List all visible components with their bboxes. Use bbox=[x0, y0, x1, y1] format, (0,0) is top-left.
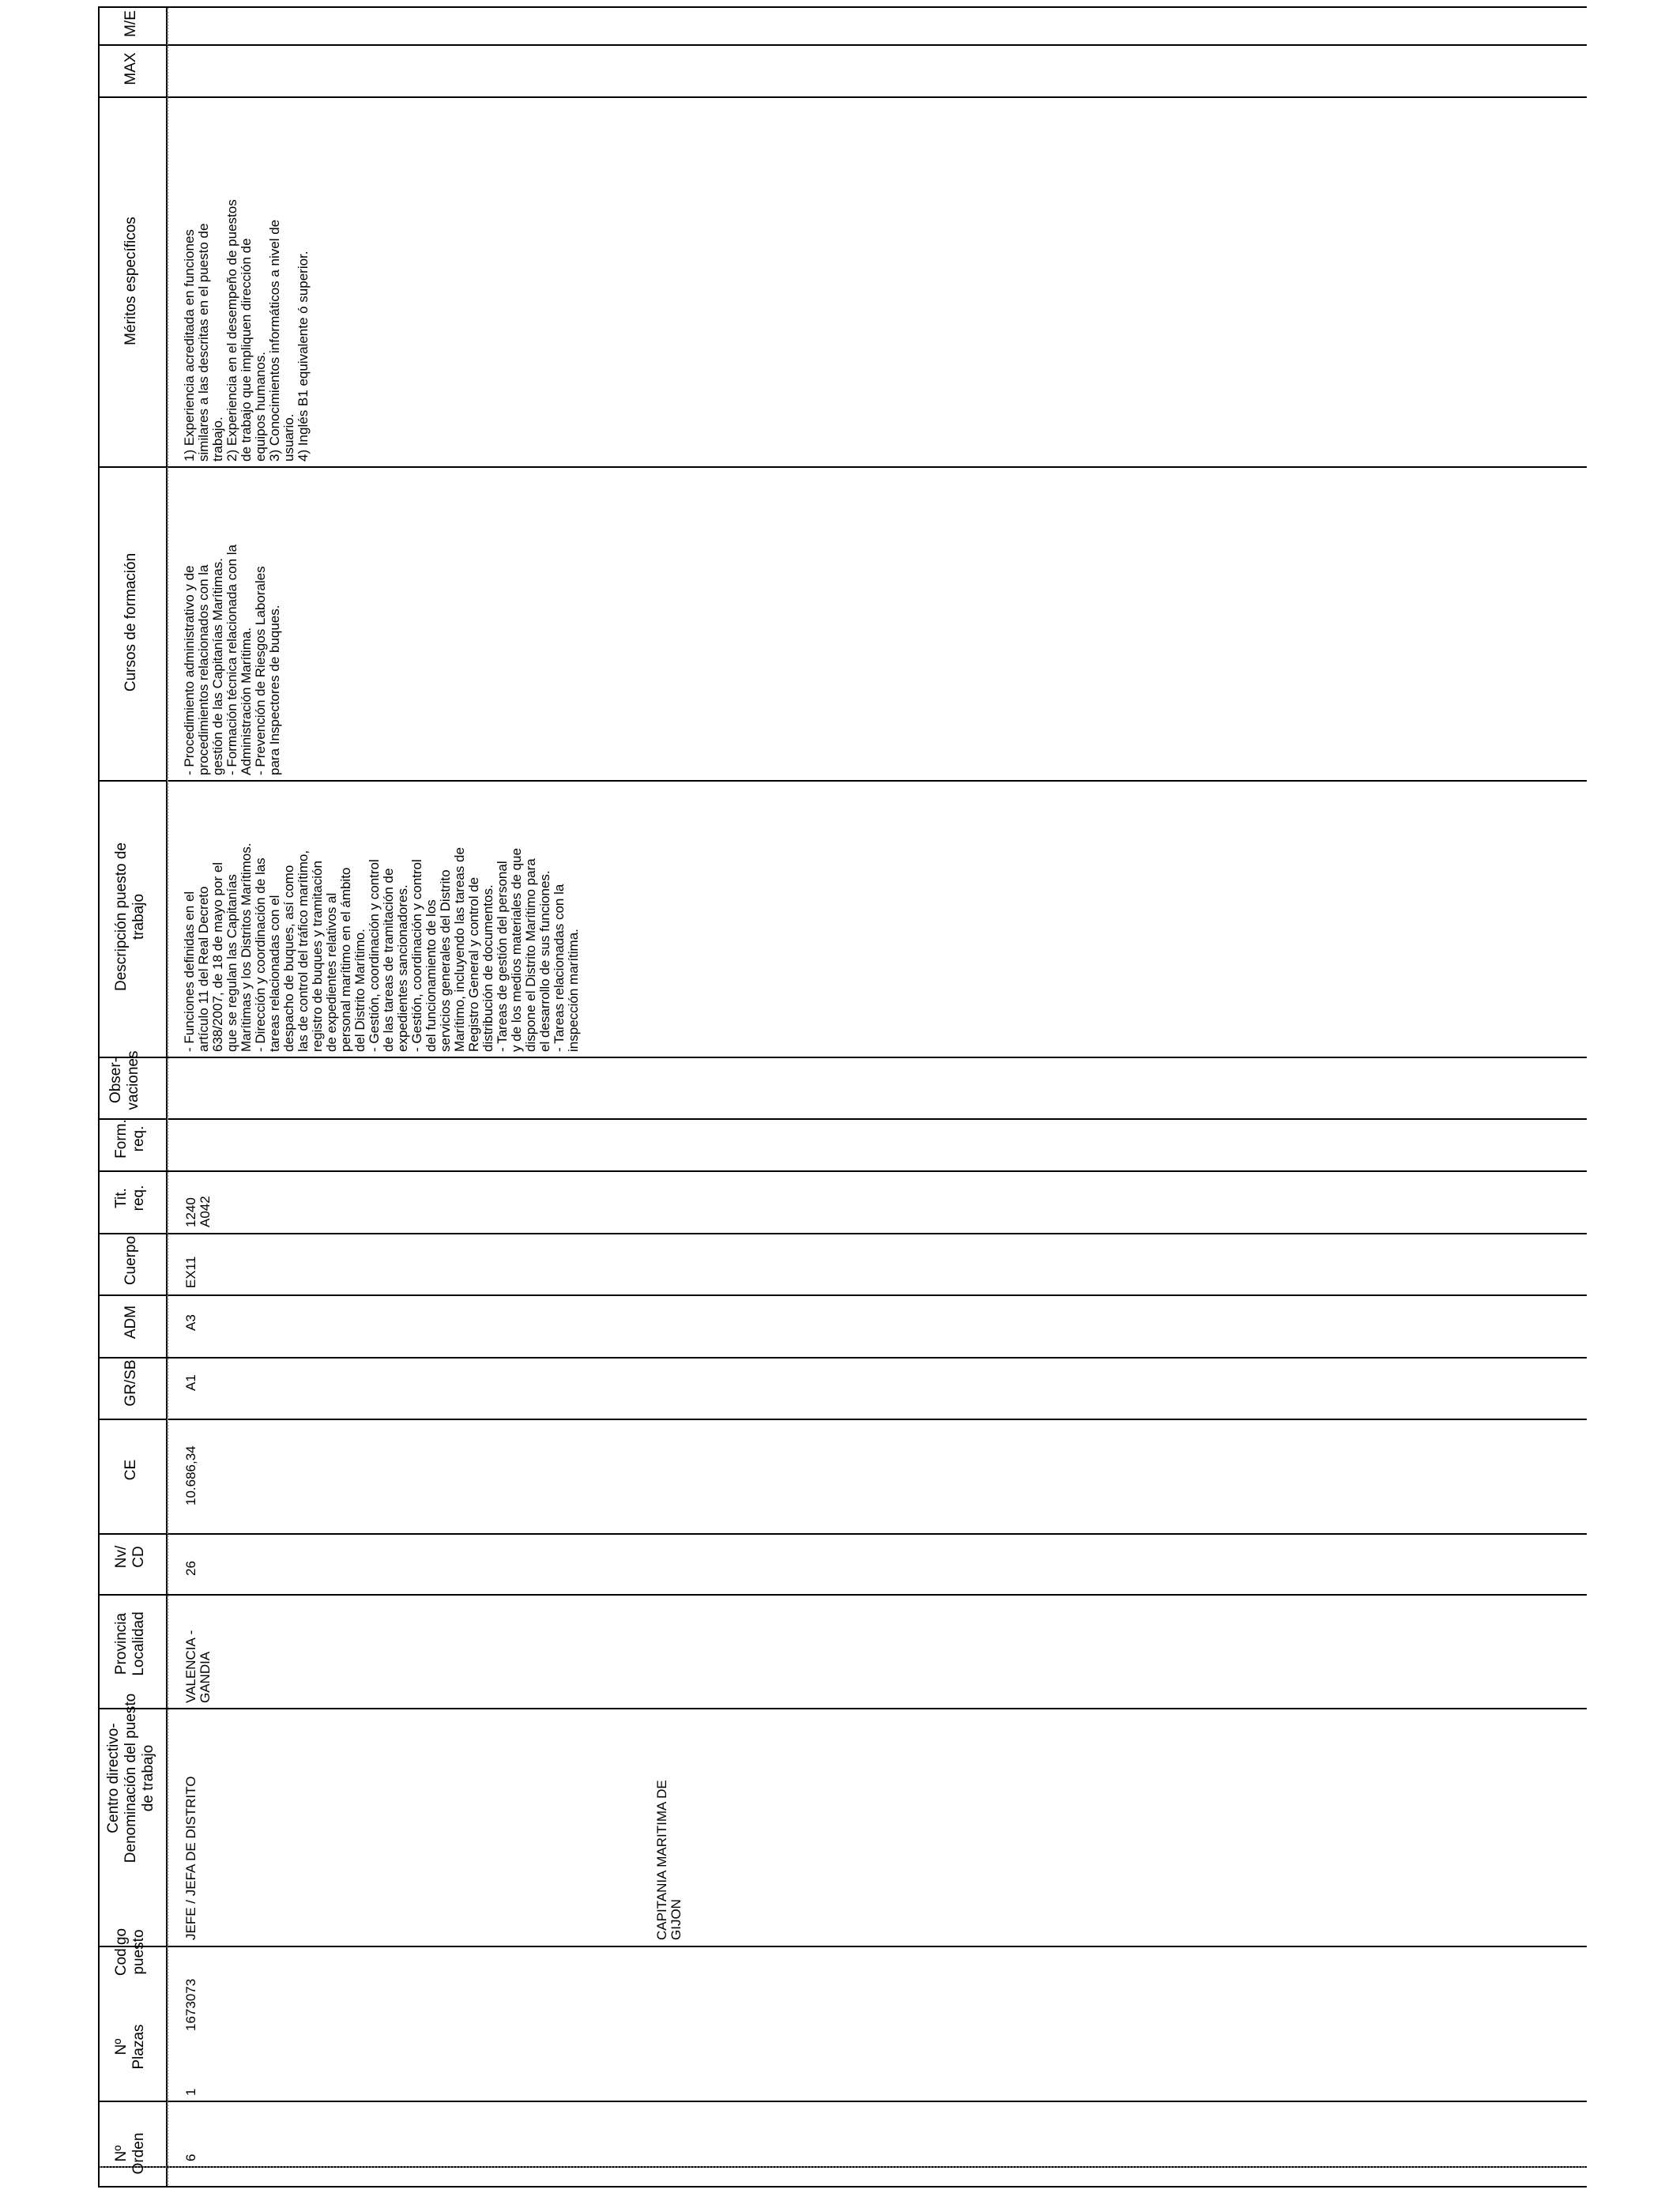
header-descripcion: Descripción puesto de trabajo bbox=[113, 842, 147, 991]
cell-cursos: - Procedimiento administrativo y de procedimientos relacionados con la gestión de las Capitanías Marítimas. - Formación técnica relacionada con la Administración Marítima. - Prevención de Riesgos Laborales para Inspectores de buques. bbox=[182, 545, 282, 775]
header-adm: ADM bbox=[122, 1305, 139, 1340]
cell-adm: A3 bbox=[183, 1314, 198, 1331]
header-gr-sb: GR/SB bbox=[122, 1359, 139, 1407]
col-divider-cuerpo bbox=[98, 1233, 1587, 1234]
col-divider-nvcd bbox=[98, 1533, 1587, 1535]
cell-centro-directivo: CAPITANIA MARITIMA DE GIJON bbox=[654, 1780, 684, 1940]
col-divider-max bbox=[98, 44, 1587, 46]
col-divider-tit bbox=[98, 1170, 1587, 1172]
dotted-row-guide bbox=[167, 8, 168, 2185]
col-divider-meritos bbox=[98, 96, 1587, 98]
cell-codigo: 1673073 bbox=[183, 1978, 198, 2031]
col-divider-adm bbox=[98, 1294, 1587, 1296]
header-cuerpo: Cuerpo bbox=[122, 1235, 139, 1286]
col-divider-descripcion bbox=[98, 780, 1587, 782]
cell-n-orden: 6 bbox=[183, 2154, 198, 2161]
table-bottom-border bbox=[98, 2186, 1587, 2188]
cell-gr-sb: A1 bbox=[183, 1374, 198, 1391]
col-divider-form bbox=[98, 1118, 1587, 1120]
header-centro-directivo: Centro directivo- Denominación del puesto de trabajo bbox=[105, 1693, 156, 1863]
header-n-orden: Nº Orden bbox=[113, 2132, 147, 2175]
header-meritos: Méritos específicos bbox=[122, 217, 139, 345]
cell-descripcion: - Funciones definidas en el artículo 11 del Real Decreto 638/2007, de 18 de mayo por el que se regulan las Capitanías Marítimas y los Distritos Marítimos. - Dirección y coordinación de las tareas relacionadas con el despacho de buques, así como las de control del tráfico marítimo, registro de buques y tramitación de expedientes relativos al personal marítimo en el ámbito del Distrito Marítimo. - Gestión, coordinación y control de las tareas de tramitación de expedientes sancionadores. - Gestión, coordinación y control del funcionamiento de los servicios generales del Distrito Marítimo, incluyendo las tareas de Registro General y control de distribución de documentos. - Tareas de gestión del personal y de los medios materiales de que dispone el Distrito Marítimo para el desarrollo de sus funciones. - Tareas relacionadas con la inspección marítima. bbox=[182, 842, 581, 1052]
header-tit-req: Tit. req. bbox=[113, 1185, 147, 1212]
header-observaciones: Obser- vaciones bbox=[107, 1050, 141, 1110]
col-divider-centro bbox=[98, 1708, 1587, 1709]
col-divider-cursos bbox=[98, 466, 1587, 468]
col-divider-ce bbox=[98, 1419, 1587, 1420]
cell-meritos: 1) Experiencia acreditada en funciones similares a las descritas en el puesto de trabajo. 2) Experiencia en el desempeño de puestos de trabajo que impliquen dirección de equipos humanos. 3) Conocimientos informáticos a nivel de usuario. 4) Inglés B1 equivalente ó superior. bbox=[182, 199, 311, 462]
cell-provincia: VALENCIA - GANDIA bbox=[183, 1630, 213, 1703]
cell-nv-cd: 26 bbox=[183, 1561, 198, 1576]
header-max: MAX bbox=[122, 52, 139, 85]
col-divider-me bbox=[98, 6, 1587, 8]
col-divider-grsb bbox=[98, 1357, 1587, 1359]
col-divider-provincia bbox=[98, 1594, 1587, 1596]
cell-ce: 10.686,34 bbox=[183, 1445, 198, 1505]
header-cursos: Cursos de formación bbox=[122, 552, 139, 692]
header-ce: CE bbox=[122, 1459, 139, 1481]
header-form-req: Form. req. bbox=[113, 1119, 147, 1159]
col-divider-observaciones bbox=[98, 1057, 1587, 1058]
header-provincia: Provincia Localidad bbox=[113, 1611, 147, 1676]
header-n-plazas: Nº Plazas bbox=[113, 2024, 147, 2070]
col-divider-plazas bbox=[98, 2101, 1587, 2102]
dotted-footer-guide bbox=[100, 2166, 1585, 2168]
cell-denominacion: JEFE / JEFA DE DISTRITO bbox=[183, 1776, 198, 1940]
header-nv-cd: Nv/ CD bbox=[113, 1545, 147, 1569]
header-me: M/E bbox=[122, 10, 139, 37]
header-codigo-puesto: Codigo puesto bbox=[113, 1928, 147, 1977]
cell-n-plazas: 1 bbox=[183, 2088, 198, 2096]
cell-cuerpo: EX11 bbox=[183, 1256, 198, 1288]
cell-tit-req: 1240 A042 bbox=[183, 1196, 213, 1227]
table-left-border bbox=[98, 6, 100, 2187]
col-divider-codigo bbox=[98, 1946, 1587, 1947]
